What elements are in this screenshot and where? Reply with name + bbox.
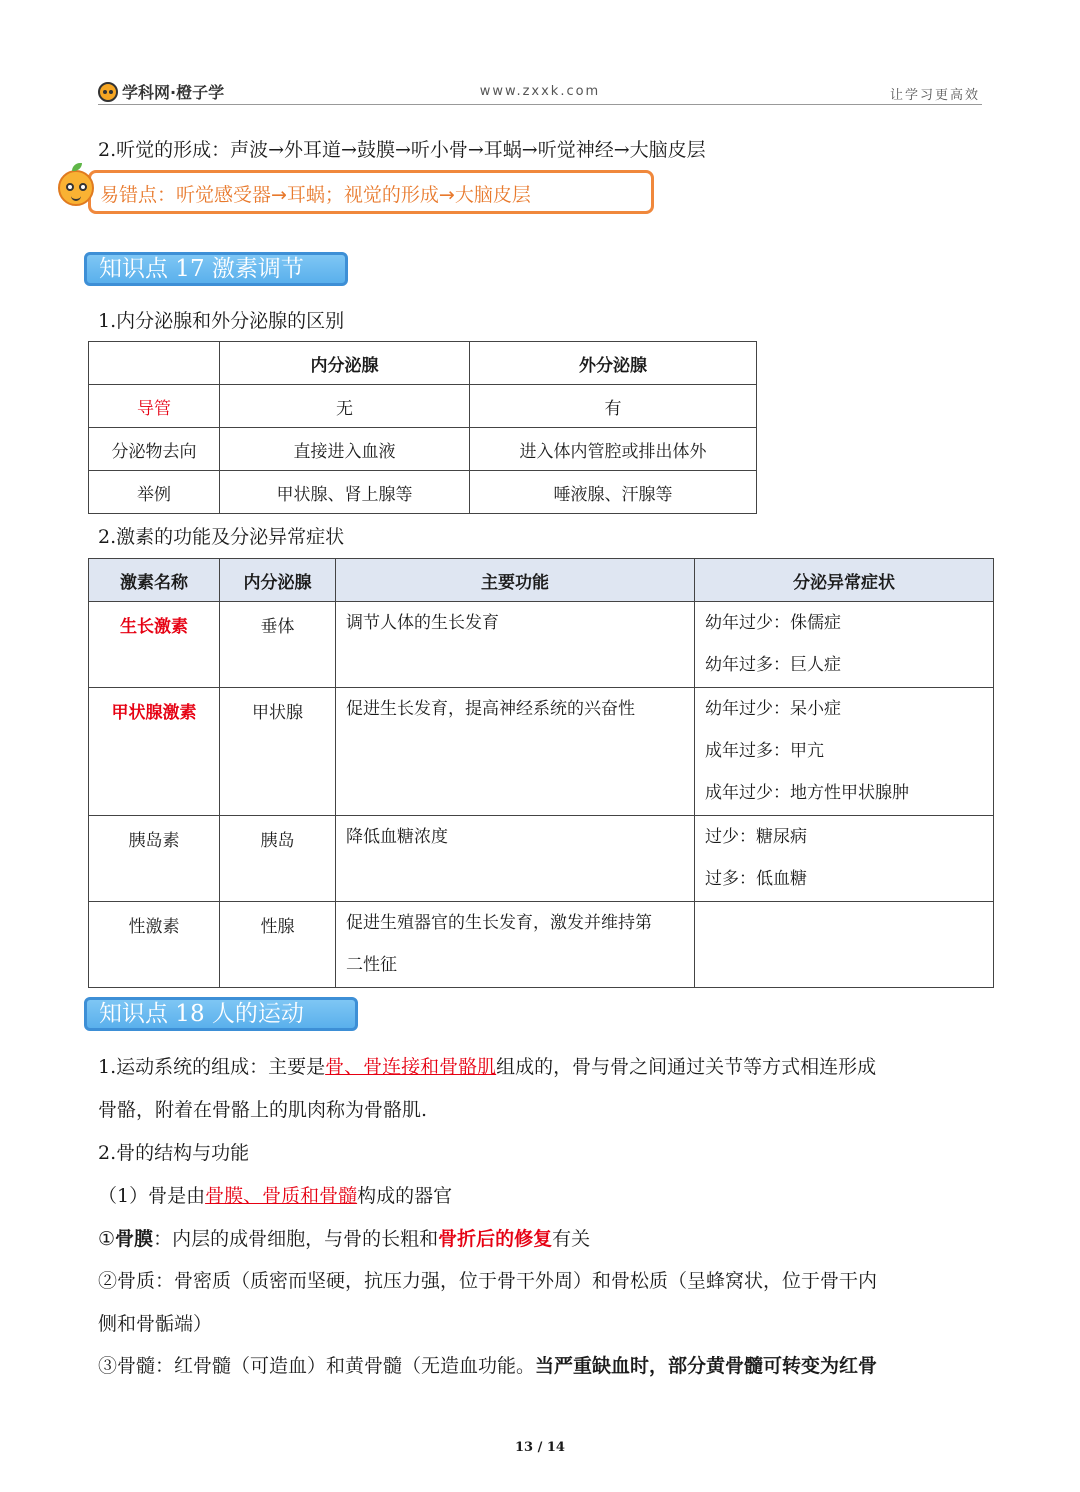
table-cell: 导管 xyxy=(89,385,220,428)
highlight-text: 骨膜、骨质和骨髓 xyxy=(205,1185,358,1207)
hormone-table xyxy=(88,558,994,988)
table-header-cell: 内分泌腺 xyxy=(220,342,470,385)
symptom-line: 成年过多：甲亢 xyxy=(705,741,824,761)
table-cell: 分泌物去向 xyxy=(89,428,220,471)
hormone-function: 促进生长发育，提高神经系统的兴奋性 xyxy=(346,699,635,719)
symptom-line: 幼年过少：呆小症 xyxy=(705,699,841,719)
bone-composition xyxy=(98,1183,452,1209)
symptom-line: 过多：低血糖 xyxy=(705,869,807,889)
table-row xyxy=(89,428,757,471)
hormone-name: 胰岛素 xyxy=(89,816,220,902)
table-header-cell: 分泌异常症状 xyxy=(695,559,994,602)
table-header-row xyxy=(89,559,994,602)
table-row xyxy=(89,471,757,514)
bone-substance-line: ②骨质：骨密质（质密而坚硬，抗压力强，位于骨干外周）和骨松质（呈蜂窝状，位于骨干内 xyxy=(98,1270,878,1292)
section-17-heading: 知识点 17 激素调节 xyxy=(84,252,348,286)
table-cell xyxy=(695,902,994,988)
table-cell: 直接进入血液 xyxy=(220,428,470,471)
page-number: 13 / 14 xyxy=(515,1440,565,1455)
periosteum-line xyxy=(98,1226,590,1252)
symptom-line: 幼年过少：侏儒症 xyxy=(705,613,841,633)
brand-name: 学科网·橙子学 xyxy=(122,83,225,102)
bold-text: 当严重缺血时，部分黄骨髓可转变为红骨 xyxy=(535,1355,878,1377)
hormone-gland: 垂体 xyxy=(220,602,336,688)
hormone-gland: 胰岛 xyxy=(220,816,336,902)
table-cell: 进入体内管腔或排出体外 xyxy=(470,428,757,471)
table-row xyxy=(89,902,994,988)
gland-comparison-table xyxy=(88,341,757,514)
hormone-function: 促进生殖器官的生长发育，激发并维持第 xyxy=(346,913,652,933)
table-header-cell xyxy=(89,342,220,385)
bold-text: 骨膜 xyxy=(115,1228,154,1250)
symptom-line: 成年过少：地方性甲状腺肿 xyxy=(705,783,909,803)
hormone-function: 降低血糖浓度 xyxy=(346,827,448,847)
section-17-sub2: 2.激素的功能及分泌异常症状 xyxy=(98,526,345,548)
table-cell: 无 xyxy=(220,385,470,428)
table-cell: 举例 xyxy=(89,471,220,514)
table-header-cell: 主要功能 xyxy=(336,559,695,602)
table-row xyxy=(89,602,994,688)
header-divider xyxy=(98,104,982,105)
text-run: 组成的，骨与骨之间通过关节等方式相连形成 xyxy=(496,1056,877,1078)
text-run: ① xyxy=(98,1228,116,1250)
tip-text: 易错点：听觉感受器→耳蜗；视觉的形成→大脑皮层 xyxy=(100,184,531,206)
hormone-function: 二性征 xyxy=(346,955,397,975)
table-header-cell: 内分泌腺 xyxy=(220,559,336,602)
symptom-line: 幼年过多：巨人症 xyxy=(705,655,841,675)
table-row xyxy=(89,816,994,902)
text-run: 有关 xyxy=(552,1228,591,1250)
header-slogan: 让学习更高效 xyxy=(889,88,980,103)
hearing-formation: 2.听觉的形成：声波→外耳道→鼓膜→听小骨→耳蜗→听觉神经→大脑皮层 xyxy=(98,139,706,161)
hormone-name: 性激素 xyxy=(89,902,220,988)
table-cell: 唾液腺、汗腺等 xyxy=(470,471,757,514)
hormone-gland: 甲状腺 xyxy=(220,688,336,816)
bone-substance-line-cont: 侧和骨骺端） xyxy=(98,1313,213,1335)
orange-mascot-icon xyxy=(58,170,94,206)
hormone-function: 调节人体的生长发育 xyxy=(346,613,499,633)
table-cell: 甲状腺、肾上腺等 xyxy=(220,471,470,514)
highlight-text: 骨、骨连接和骨骼肌 xyxy=(325,1056,497,1078)
highlight-text: 骨折后的修复 xyxy=(438,1228,553,1250)
section-18-heading: 知识点 18 人的运动 xyxy=(84,997,358,1031)
table-header-cell: 外分泌腺 xyxy=(470,342,757,385)
table-header-cell: 激素名称 xyxy=(89,559,220,602)
text-run: （1）骨是由 xyxy=(98,1185,206,1207)
text-run: 1.运动系统的组成：主要是 xyxy=(98,1056,326,1078)
text-run: 构成的器官 xyxy=(357,1185,453,1207)
header-url: www.zxxk.com xyxy=(479,84,601,99)
text-run: ③骨髓：红骨髓（可造血）和黄骨髓（无造血功能。 xyxy=(98,1355,536,1377)
bone-marrow-line xyxy=(98,1353,877,1379)
table-header-row xyxy=(89,342,757,385)
text-run: ：内层的成骨细胞，与骨的长粗和 xyxy=(153,1228,439,1250)
hormone-gland: 性腺 xyxy=(220,902,336,988)
table-row xyxy=(89,688,994,816)
symptom-line: 过少：糖尿病 xyxy=(705,827,807,847)
section-17-sub1: 1.内分泌腺和外分泌腺的区别 xyxy=(98,310,345,332)
table-cell: 有 xyxy=(470,385,757,428)
hormone-name: 生长激素 xyxy=(89,602,220,688)
table-row xyxy=(89,385,757,428)
bone-structure-heading: 2.骨的结构与功能 xyxy=(98,1142,250,1164)
paragraph-motor-system-cont: 骨骼，附着在骨骼上的肌肉称为骨骼肌. xyxy=(98,1099,428,1121)
hormone-name: 甲状腺激素 xyxy=(89,688,220,816)
paragraph-motor-system xyxy=(98,1054,876,1080)
